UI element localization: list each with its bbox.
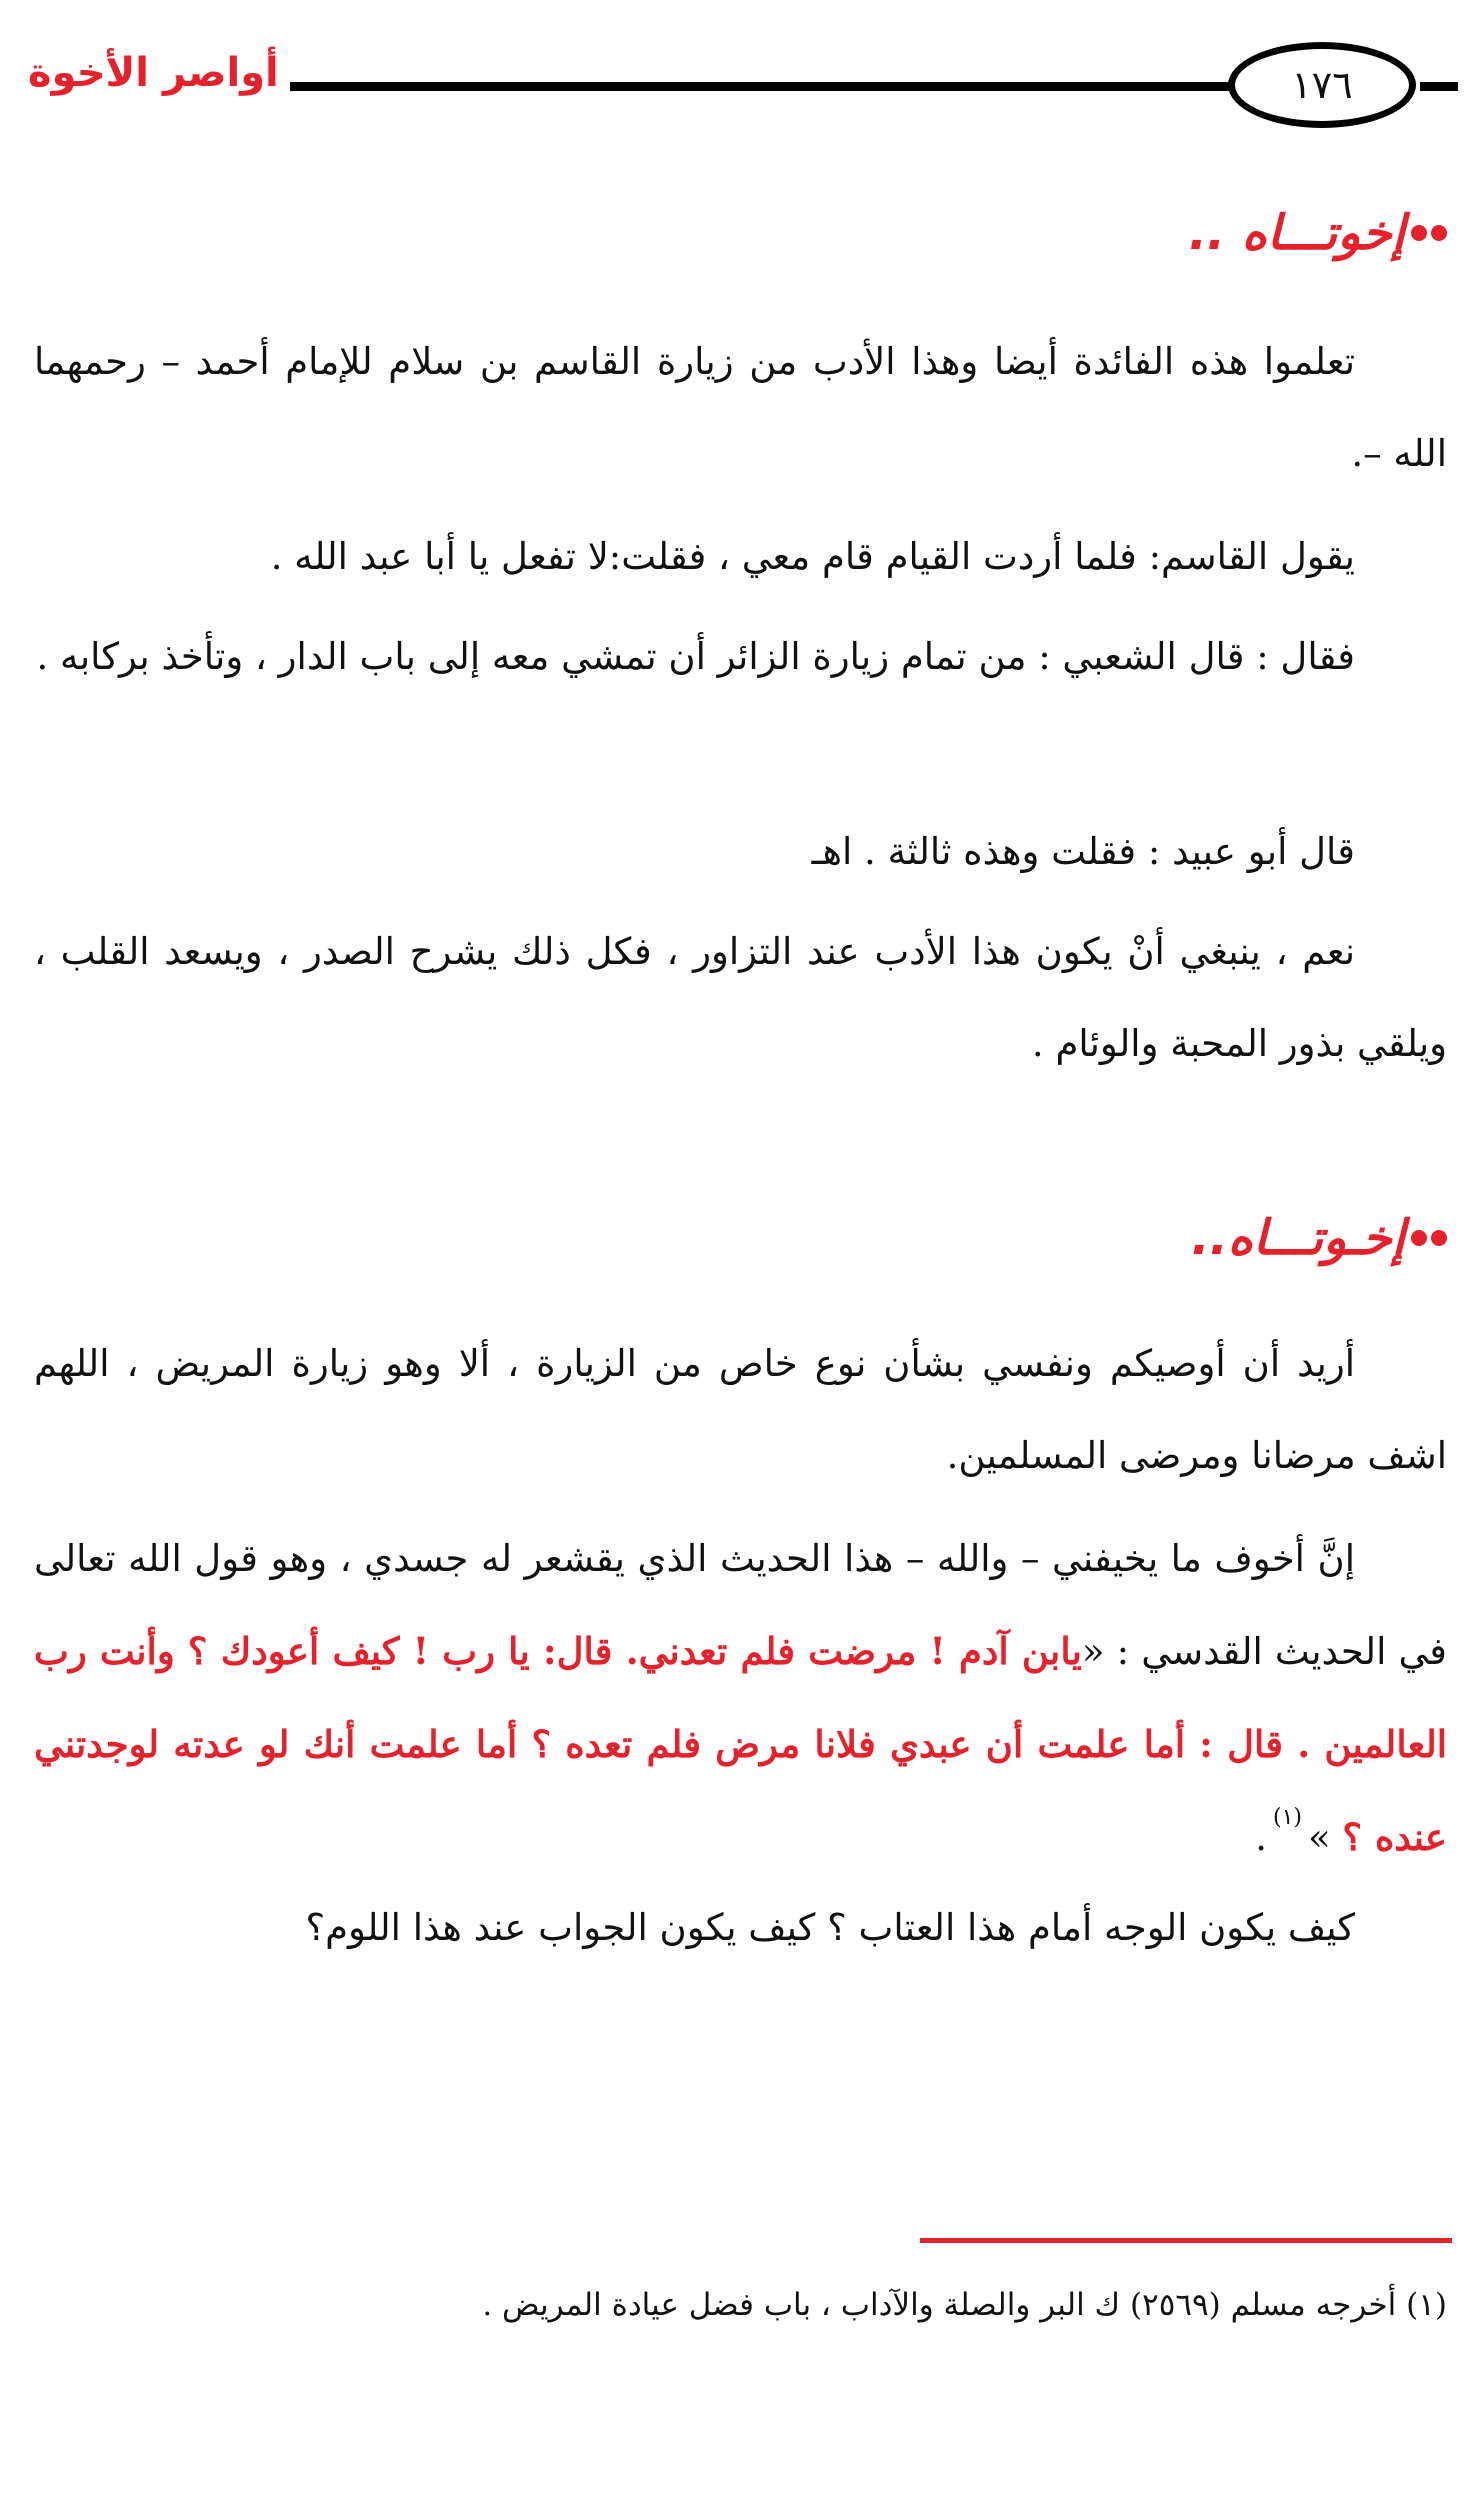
bullet-dots-icon (1411, 225, 1447, 241)
paragraph-text: كيف يكون الوجه أمام هذا العتاب ؟ كيف يكون الجواب عند هذا اللوم؟ (305, 1906, 1355, 1949)
paragraph-text: تعلموا هذه الفائدة أيضا وهذا الأدب من زيارة القاسم بن سلام للإمام أحمد – رحمهما الله –. (34, 340, 1447, 475)
paragraph-text: أريد أن أوصيكم ونفسي بشأن نوع خاص من الزيارة ، ألا وهو زيارة المريض ، اللهم اشف مرضانا ومرضى المسلمين. (34, 1342, 1447, 1477)
header-rule-end (1420, 82, 1458, 91)
hadith-quote-open: « (1081, 1630, 1105, 1673)
header-rule (290, 82, 1230, 91)
paragraph (34, 611, 1447, 703)
bullet-dots-icon (1411, 1230, 1447, 1246)
page-number: ١٧٦ (1228, 42, 1416, 128)
hadith-end: . (1255, 1816, 1267, 1859)
page-header (28, 32, 1458, 142)
section-heading-2 (1191, 1210, 1447, 1266)
paragraph-text: يقول القاسم: فلما أردت القيام قام معي ، فقلت:لا تفعل يا أبا عبد الله . (270, 535, 1355, 578)
section-heading-text: إخـوتـــاه.. (1191, 1210, 1405, 1266)
hadith-intro: إنَّ أخوف ما يخيفني – والله – هذا الحديث الذي يقشعر له جسدي ، وهو قول الله تعالى في الحديث القدسي : (34, 1537, 1447, 1673)
paragraph (34, 1882, 1447, 1974)
hadith-quote-close: » (1308, 1816, 1331, 1859)
paragraph-text: قال أبو عبيد : فقلت وهذه ثالثة . اهـ (811, 830, 1355, 873)
section-heading-1 (1189, 205, 1447, 261)
paragraph (34, 806, 1447, 898)
paragraph (34, 316, 1447, 500)
footnote-reference[interactable]: (١) (1273, 1805, 1303, 1830)
section-heading-text: إخوتـــاه .. (1188, 205, 1405, 261)
paragraph (34, 906, 1447, 1090)
hadith-paragraph (34, 1513, 1447, 1890)
footnote-separator (920, 2238, 1452, 2243)
paragraph (34, 1318, 1447, 1502)
book-title: أواصر الأخوة (28, 50, 279, 96)
paragraph (34, 511, 1447, 603)
footnote: (١) أخرجه مسلم (٢٥٦٩) ك البر والصلة والآداب ، باب فضل عيادة المريض . (482, 2287, 1447, 2323)
paragraph-text: فقال : قال الشعبي : من تمام زيارة الزائر أن تمشي معه إلى باب الدار ، وتأخذ بركابه . (36, 635, 1355, 678)
paragraph-text: نعم ، ينبغي أنْ يكون هذا الأدب عند التزاور ، فكل ذلك يشرح الصدر ، ويسعد القلب ، ويلقي بذور المحبة والوئام . (34, 930, 1447, 1065)
hadith-text: يابن آدم ! مرضت فلم تعدني. قال: يا رب ! كيف أعودك ؟ وأنت رب العالمين . قال : أما علمت أن عبدي فلانا مرض فلم تعده ؟ أما علمت أنك لو عدته لوجدتني عنده ؟ (34, 1629, 1447, 1859)
